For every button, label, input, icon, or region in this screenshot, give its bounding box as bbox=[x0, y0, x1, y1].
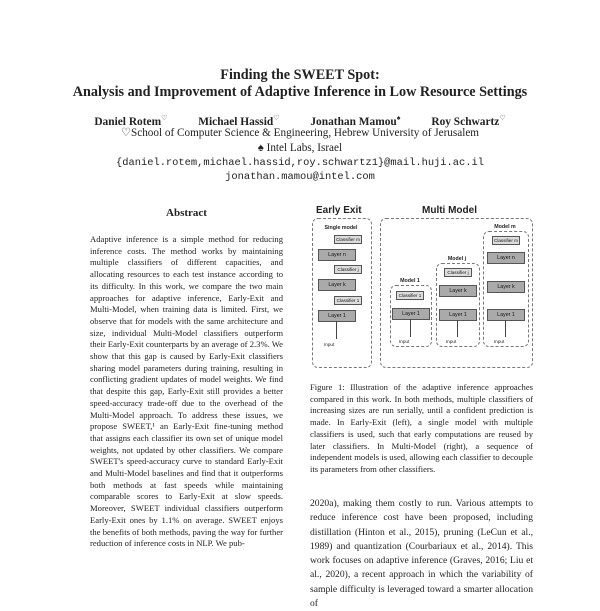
author: Jonathan Mamou♠ bbox=[310, 114, 401, 128]
classifier-box: Classifier m bbox=[336, 237, 360, 242]
affiliation-1: ♡School of Computer Science & Engineering, Hebrew University of Jerusalem bbox=[121, 127, 479, 139]
paper-title-line2: Analysis and Improvement of Adaptive Inference in Low Resource Settings bbox=[72, 84, 528, 100]
abstract-text: Adaptive inference is a simple method for reducing inference costs. The method works by maintaining multiple classifiers of different capacities, and allocating resources to each test instance according to its difficulty. In this work, we compare the two main approaches for adaptive inference, Early-Exit and Multi-Model, when training data is limited. First, we observe that for models with the same architecture and size, individual Multi-Model classifiers outperform their Early-Exit counterparts by an average of 2.3%. We show that this gap is caused by Early-Exit classifiers sharing model parameters during training, resulting in conflicting gradient updates of model weights. We find that despite this gap, Early-Exit still provides a better speed-accuracy trade-off due to the overhead of the Multi-Model approach. To address these issues, we propose SWEET,¹ an Early-Exit fine-tuning method that assigns each classifier its own set of unique model weights, not updated by other classifiers. We compare SWEET's speed-accuracy curve to standard Early-Exit and Multi-Model baselines and find that it outperforms both methods at fast speeds while maintaining comparable scores to Early-Exit at slow speeds. Moreover, SWEET individual classifiers outperform Early-Exit ones by 1.1% on average. SWEET enjoys the benefits of both methods, paving the way for further reduction of inference costs in NLP. We pub- bbox=[90, 234, 283, 549]
model-1-label: Model 1 bbox=[400, 278, 420, 284]
classifier-box: Classifier j bbox=[334, 265, 362, 274]
early-exit-title: Early Exit bbox=[316, 205, 362, 216]
figure-1 bbox=[310, 205, 533, 375]
affiliation-2: ♠ Intel Labs, Israel bbox=[257, 142, 343, 154]
layer-box: Layer 1 bbox=[487, 309, 525, 321]
model-j-label: Model j bbox=[447, 256, 467, 262]
author: Daniel Rotem♡ bbox=[94, 114, 168, 128]
author: Roy Schwartz♡ bbox=[431, 114, 506, 128]
layer-box: Layer n bbox=[318, 249, 356, 261]
classifier-box: Classifier 1 bbox=[396, 291, 424, 300]
input-label: Input bbox=[399, 339, 410, 344]
layer-box: Layer 1 bbox=[392, 308, 430, 320]
layer-box: Layer k bbox=[318, 279, 356, 291]
input-label: Input bbox=[446, 339, 457, 344]
layer-box: Layer k bbox=[439, 285, 477, 297]
body-text: 2020a), making them costly to run. Various attempts to reduce inference cost have been proposed, including distillation (Hinton et al., 2015), pruning (LeCun et al., 1989) and quantization (Courbariaux et al., 2014). This work focuses on adaptive inference (Graves, 2016; Liu et al., 2020), a recent approach in which the variability of sample difficulty is leveraged toward a smarter allocation of bbox=[310, 498, 533, 610]
arrow bbox=[457, 320, 458, 337]
layer-box: Layer 1 bbox=[318, 310, 356, 322]
paper-title-line1: Finding the SWEET Spot: bbox=[220, 67, 380, 83]
email-2: jonathan.mamou@intel.com bbox=[225, 171, 375, 183]
model-m-label: Model m bbox=[494, 224, 516, 230]
layer-box: Layer 1 bbox=[439, 309, 477, 321]
layer-box: Layer k bbox=[487, 281, 525, 293]
arrow bbox=[505, 320, 506, 337]
classifier-box: Classifier 1 bbox=[334, 296, 362, 305]
multi-model-title: Multi Model bbox=[422, 205, 477, 216]
abstract-heading: Abstract bbox=[166, 207, 207, 219]
figure-caption: Figure 1: Illustration of the adaptive inference approaches compared in this work. In both methods, multiple classifiers of increasing sizes are run serially, until a confident prediction is made. In Early-Exit (left), a single model with multiple classifiers is used, such that early computations are reused by later classifiers. In Multi-Model (right), a sequence of independent models is used, allowing each classifier to decouple its parameters from other classifiers. bbox=[310, 382, 533, 474]
classifier-box: Classifier j bbox=[444, 268, 472, 277]
single-model-label: Single model bbox=[324, 225, 358, 231]
email-1: {daniel.rotem,michael.hassid,roy.schwartz1}@mail.huji.ac.il bbox=[116, 157, 484, 169]
arrow bbox=[410, 319, 411, 337]
input-label: Input bbox=[494, 339, 505, 344]
layer-box: Layer n bbox=[487, 252, 525, 264]
author: Michael Hassid♡ bbox=[198, 114, 280, 128]
arrow bbox=[336, 321, 337, 339]
input-label: Input bbox=[324, 342, 335, 347]
classifier-box: Classifier m bbox=[494, 238, 518, 243]
